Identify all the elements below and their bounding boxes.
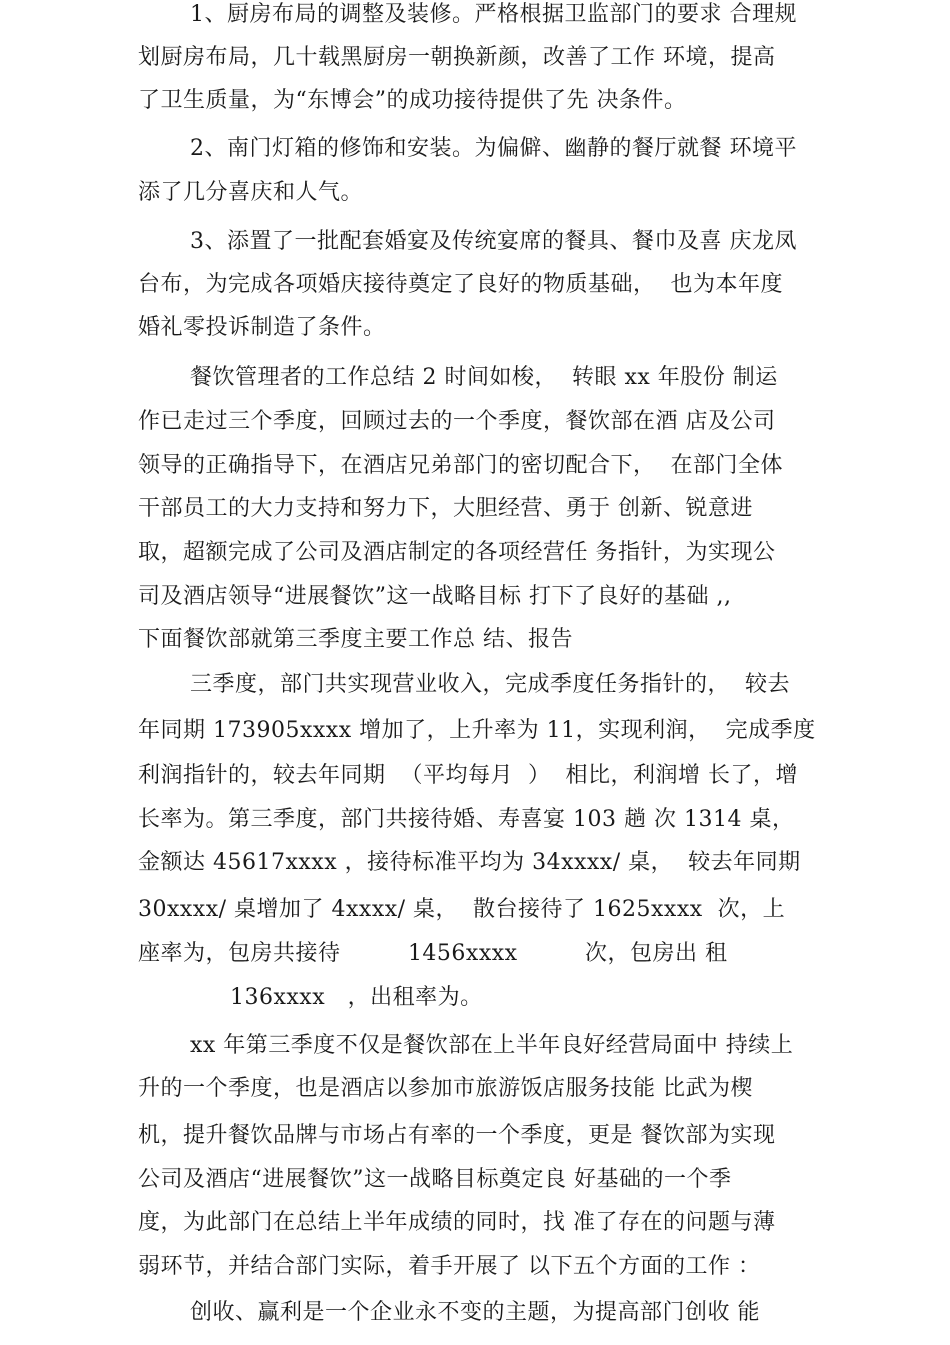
paragraph-4-line-7: 下面餐饮部就第三季度主要工作总 结、报告 — [138, 627, 573, 652]
paragraph-5-line-8: 136xxxx ，出租率为。 — [230, 985, 483, 1010]
paragraph-6-line-5: 度，为此部门在总结上半年成绩的同时，找 准了存在的问题与薄 — [138, 1210, 776, 1235]
paragraph-1-line-2: 划厨房布局，几十载黑厨房一朝换新颜，改善了工作 环境，提高 — [138, 45, 776, 70]
paragraph-5-line-6: 30xxxx/ 桌增加了 4xxxx/ 桌， 散台接待了 1625xxxx 次，上 — [138, 897, 786, 922]
paragraph-7-line-1: 创收、赢利是一个企业永不变的主题，为提高部门创收 能 — [190, 1300, 760, 1325]
paragraph-4-line-3: 领导的正确指导下，在酒店兄弟部门的密切配合下， 在部门全体 — [138, 453, 783, 478]
paragraph-3-line-2: 台布，为完成各项婚庆接待奠定了良好的物质基础， 也为本年度 — [138, 272, 783, 297]
paragraph-6-line-2: 升的一个季度，也是酒店以参加市旅游饭店服务技能 比武为楔 — [138, 1076, 753, 1101]
paragraph-5-line-4: 长率为。第三季度，部门共接待婚、寿喜宴 103 趟 次 1314 桌， — [138, 807, 795, 832]
paragraph-5-line-7: 座率为，包房共接待 1456xxxx 次，包房出 租 — [138, 941, 728, 966]
paragraph-4-line-5: 取，超额完成了公司及酒店制定的各项经营任 务指针，为实现公 — [138, 540, 776, 565]
paragraph-1-line-3: 了卫生质量，为“东博会”的成功接待提供了先 决条件。 — [138, 88, 687, 113]
paragraph-6-line-1: xx 年第三季度不仅是餐饮部在上半年良好经营局面中 持续上 — [190, 1033, 794, 1058]
paragraph-2-line-2: 添了几分喜庆和人气。 — [138, 180, 364, 205]
paragraph-6-line-6: 弱环节，并结合部门实际，着手开展了 以下五个方面的工作 ： — [138, 1254, 761, 1279]
paragraph-5-line-3: 利润指针的，较去年同期 （平均每月 ） 相比，利润增 长了，增 — [138, 763, 798, 788]
paragraph-5-line-2: 年同期 173905xxxx 增加了，上升率为 11，实现利润， 完成季度 — [138, 718, 816, 743]
paragraph-5-line-1: 三季度，部门共实现营业收入，完成季度任务指针的， 较去 — [190, 672, 790, 697]
paragraph-5-line-5: 金额达 45617xxxx ，接待标准平均为 34xxxx/ 桌， 较去年同期 — [138, 850, 801, 875]
paragraph-6-line-3: 机，提升餐饮品牌与市场占有率的一个季度，更是 餐饮部为实现 — [138, 1123, 776, 1148]
paragraph-4-line-2: 作已走过三个季度，回顾过去的一个季度，餐饮部在酒 店及公司 — [138, 409, 776, 434]
paragraph-4-line-6: 司及酒店领导“进展餐饮”这一战略目标 打下了良好的基础 ,, — [138, 584, 732, 609]
paragraph-4-line-1: 餐饮管理者的工作总结 2 时间如梭， 转眼 xx 年股份 制运 — [190, 365, 778, 390]
paragraph-2-line-1: 2、南门灯箱的修饰和安装。为偏僻、幽静的餐厅就餐 环境平 — [190, 136, 797, 161]
paragraph-4-line-4: 干部员工的大力支持和努力下，大胆经营、勇于 创新、锐意进 — [138, 496, 753, 521]
paragraph-3-line-3: 婚礼零投诉制造了条件。 — [138, 315, 386, 340]
paragraph-1-line-1: 1、厨房布局的调整及装修。严格根据卫监部门的要求 合理规 — [190, 2, 797, 27]
paragraph-3-line-1: 3、添置了一批配套婚宴及传统宴席的餐具、餐巾及喜 庆龙凤 — [190, 229, 797, 254]
paragraph-6-line-4: 公司及酒店“进展餐饮”这一战略目标奠定良 好基础的一个季 — [138, 1167, 732, 1192]
